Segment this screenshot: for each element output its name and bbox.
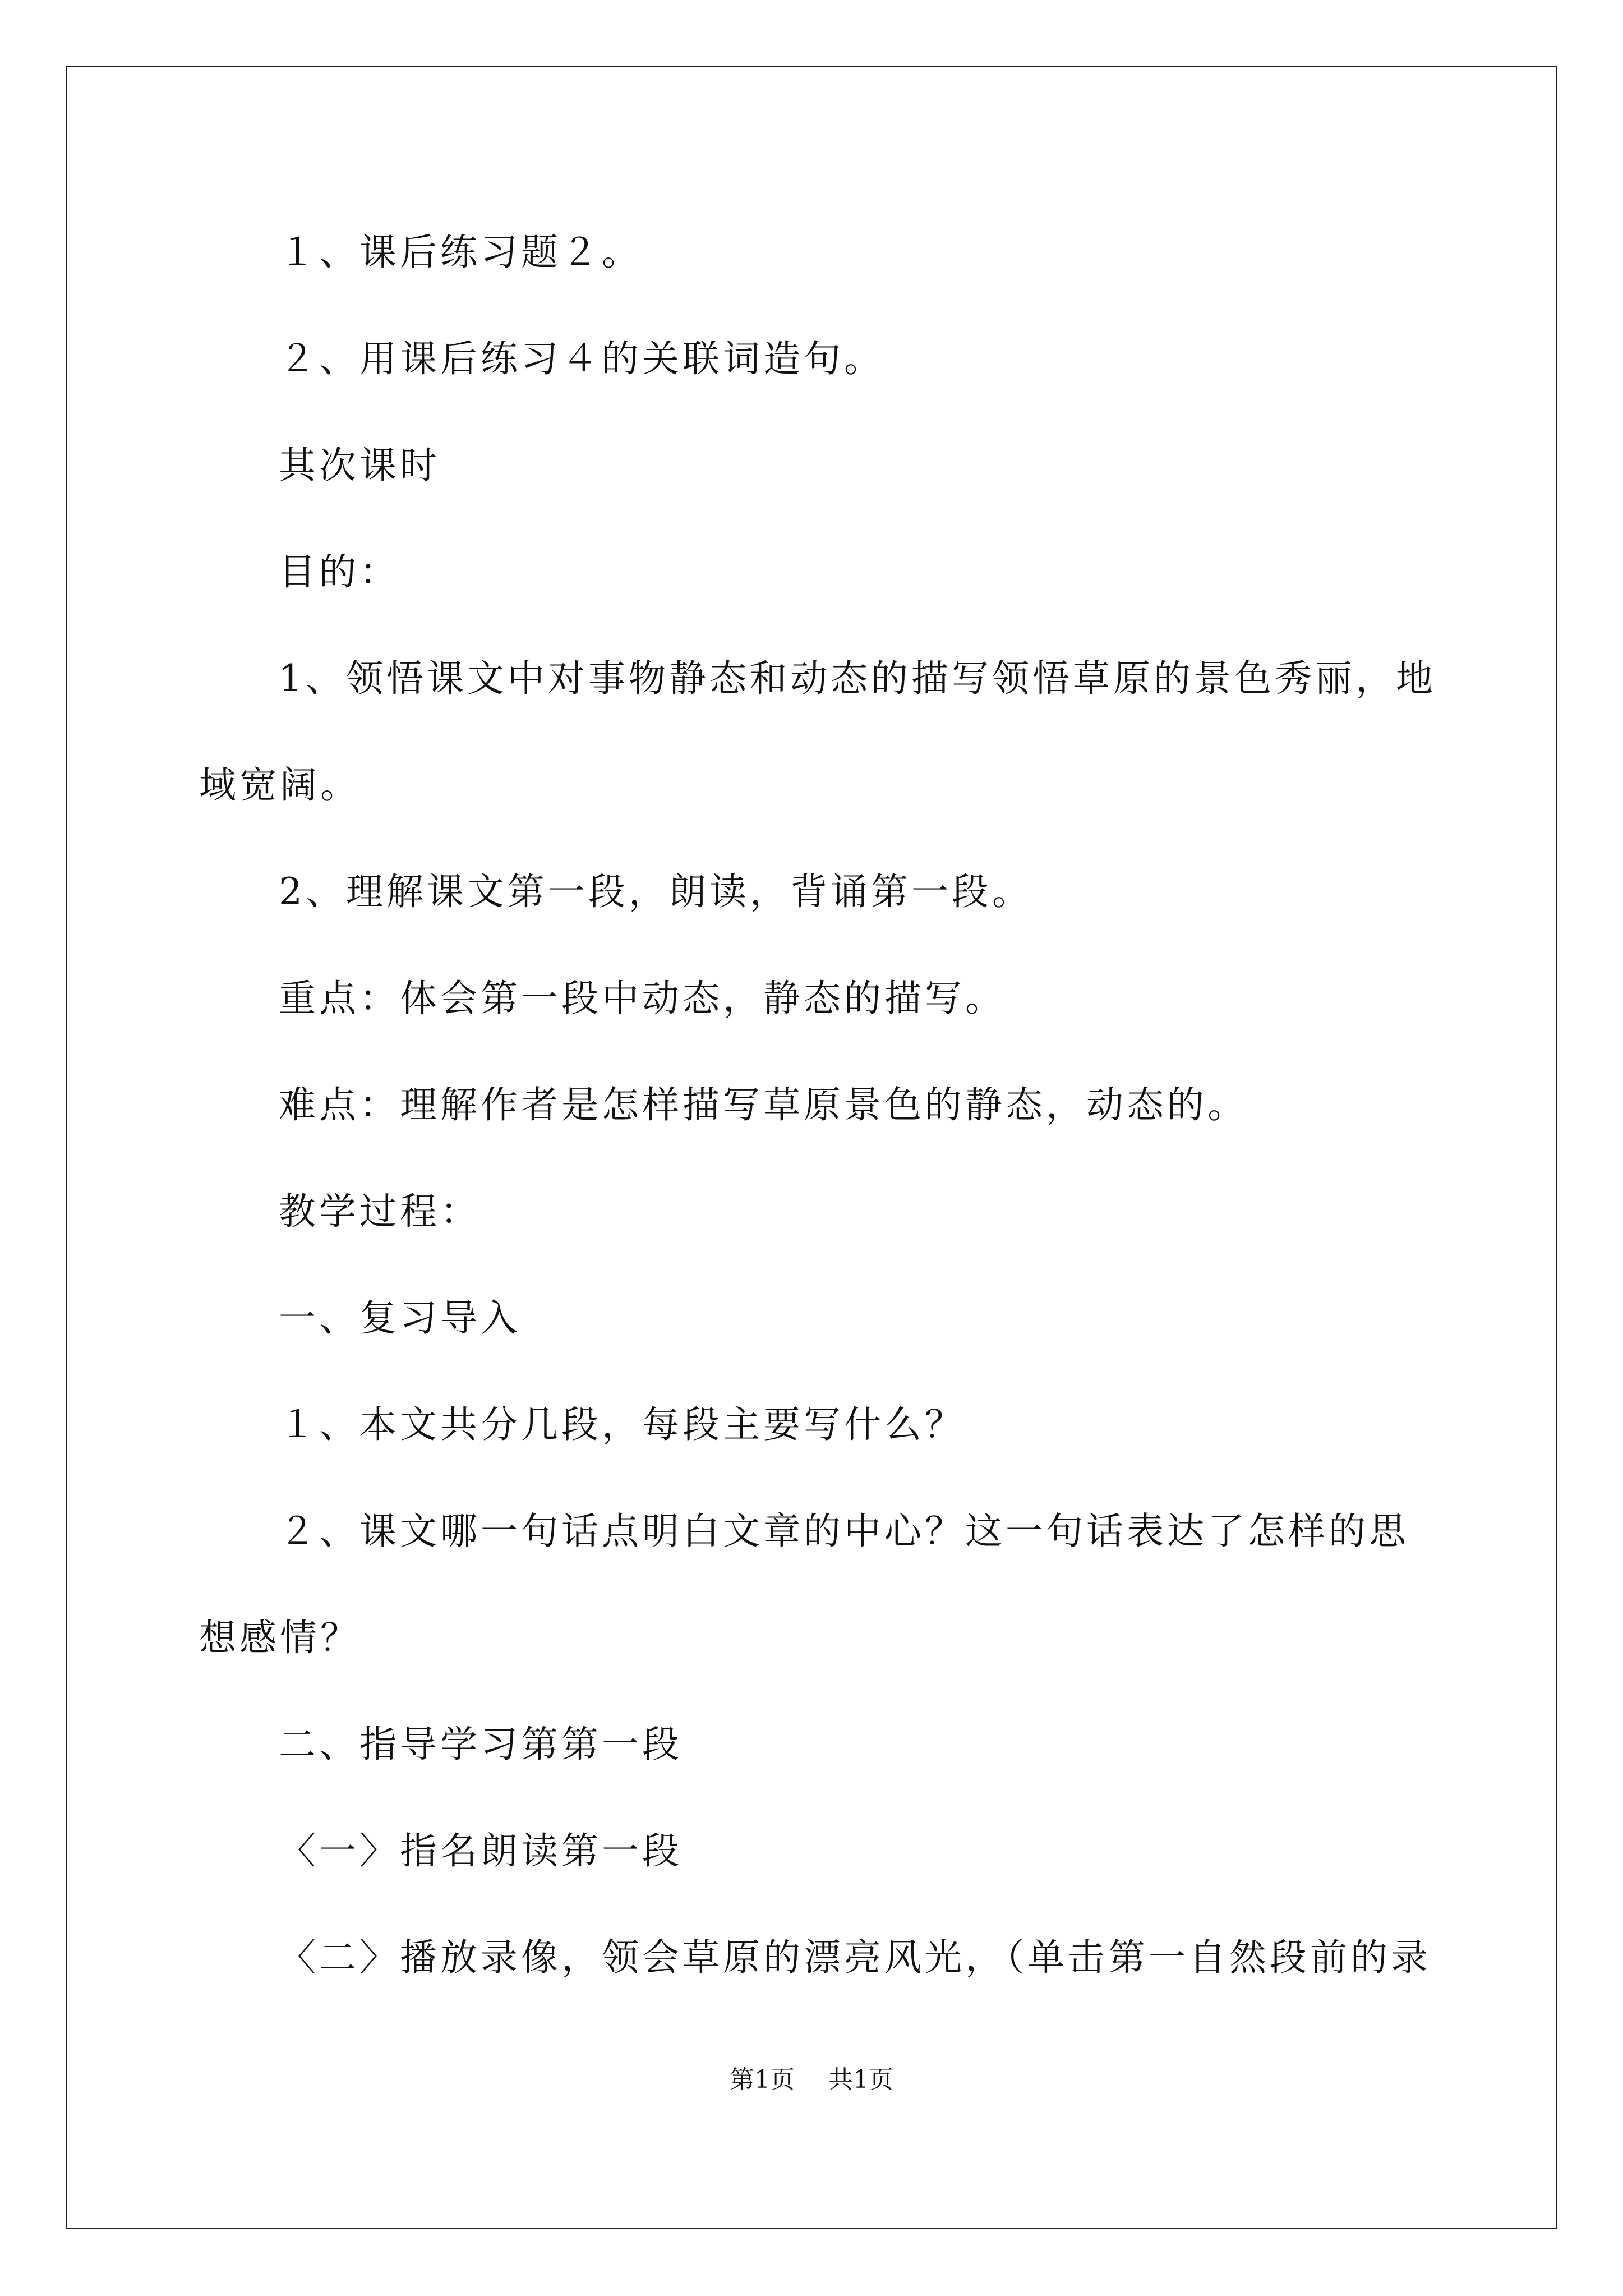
text-line: １、本文共分几段，每段主要写什么？	[279, 1403, 965, 1446]
text-line: 目的：	[279, 550, 400, 593]
section-heading: 其次课时	[279, 444, 440, 487]
text-line: 1、领悟课文中对事物静态和动态的描写领悟草原的景色秀丽，地	[279, 657, 1436, 700]
page-number-current: 第1页	[730, 2065, 795, 2094]
text-line: 域宽阔。	[199, 763, 361, 807]
page-number-total: 共1页	[828, 2065, 893, 2094]
text-line: 难点：理解作者是怎样描写草原景色的静态，动态的。	[279, 1083, 1248, 1126]
text-line: 一、复习导入	[279, 1296, 521, 1340]
text-line: 〈一〉指名朗读第一段	[279, 1829, 683, 1872]
text-line: 〈二〉播放录像，领会草原的漂亮风光，（单击第一自然段前的录	[279, 1936, 1431, 1979]
text-line: 2、理解课文第一段，朗读，背诵第一段。	[279, 870, 1032, 913]
page-border	[66, 66, 1557, 2229]
text-line: 重点：体会第一段中动态，静态的描写。	[279, 977, 1006, 1020]
text-line: ２、用课后练习４的关联词造句。	[279, 337, 884, 380]
text-line: 教学过程：	[279, 1190, 481, 1233]
text-line: ２、课文哪一句话点明白文章的中心？这一句话表达了怎样的思	[279, 1510, 1409, 1553]
text-line: １、课后练习题２。	[279, 231, 642, 274]
text-line: 二、指导学习第第一段	[279, 1723, 683, 1766]
text-line: 想感情？	[199, 1616, 361, 1659]
page-footer	[0, 2064, 1623, 2096]
